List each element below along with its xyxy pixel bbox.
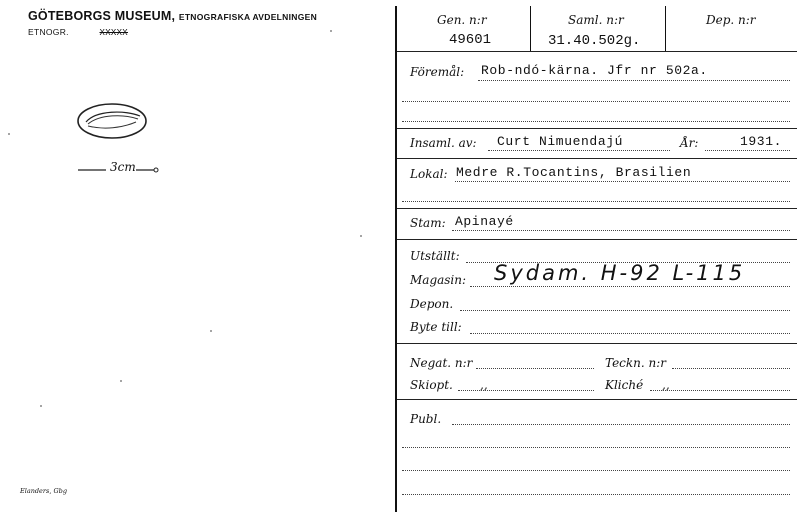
- utstallt-label: Utställt:: [410, 249, 460, 263]
- saml-nr-value: 31.40.502g.: [548, 33, 641, 49]
- dotted-line: [672, 368, 790, 369]
- depon-label: Depon.: [410, 297, 454, 311]
- gen-nr-value: 49601: [449, 32, 492, 48]
- section-rule: [397, 128, 797, 129]
- dotted-line: [402, 121, 790, 122]
- dotted-line: [488, 150, 670, 151]
- object-sketch: [74, 100, 164, 144]
- dotted-line: [476, 368, 594, 369]
- skiopt-value: ,,: [480, 378, 488, 392]
- dotted-line: [402, 201, 790, 202]
- skiopt-label: Skiopt.: [410, 378, 453, 392]
- teckn-label: Teckn. n:r: [605, 356, 667, 370]
- card-left-border: [395, 6, 397, 512]
- gen-nr-label: Gen. n:r: [437, 13, 487, 27]
- etnogr-label: ETNOGR.: [28, 27, 69, 37]
- foremal-label: Föremål:: [410, 65, 465, 79]
- ar-value: 1931.: [740, 134, 783, 149]
- printer-mark: Elanders, Gbg: [20, 487, 67, 495]
- stray-dot: [330, 30, 332, 32]
- section-rule: [397, 343, 797, 344]
- header-bottom-rule: [397, 51, 797, 52]
- section-rule: [397, 208, 797, 209]
- dotted-line: [402, 494, 790, 495]
- publ-label: Publ.: [410, 412, 442, 426]
- dotted-line: [470, 333, 790, 334]
- dotted-line: [455, 181, 790, 182]
- stray-dot: [40, 405, 42, 407]
- department-name: ETNOGRAFISKA AVDELNINGEN: [178, 12, 318, 22]
- dotted-line: [478, 80, 790, 81]
- stray-dot: [210, 330, 212, 332]
- section-rule: [397, 239, 797, 240]
- stray-dot: [360, 235, 362, 237]
- struck-text: XXXXX: [99, 28, 129, 38]
- lokal-value: Medre R.Tocantins, Brasilien: [456, 165, 692, 180]
- dotted-line: [452, 424, 790, 425]
- section-rule: [397, 399, 797, 400]
- dotted-line: [402, 101, 790, 102]
- lokal-label: Lokal:: [410, 167, 448, 181]
- magasin-label: Magasin:: [410, 273, 467, 287]
- dep-nr-label: Dep. n:r: [706, 13, 756, 27]
- section-rule: [397, 158, 797, 159]
- museum-name: [28, 9, 317, 23]
- scale-label: 3cm: [110, 160, 136, 174]
- foremal-value: Rob-ndó-kärna. Jfr nr 502a.: [481, 63, 708, 78]
- dotted-line: [458, 390, 594, 391]
- dotted-line: [470, 286, 790, 287]
- magasin-value: Sydam. H-92 L-115: [494, 261, 746, 285]
- dotted-line: [452, 230, 790, 231]
- stray-dot: [8, 133, 10, 135]
- saml-nr-label: Saml. n:r: [568, 13, 624, 27]
- stray-dot: [120, 380, 122, 382]
- negat-label: Negat. n:r: [410, 356, 473, 370]
- header-divider-1: [530, 6, 531, 51]
- museum-title: GÖTEBORGS MUSEUM,: [28, 9, 176, 23]
- etnogr-line: [28, 27, 128, 38]
- stam-label: Stam:: [410, 216, 446, 230]
- header-divider-2: [665, 6, 666, 51]
- insaml-value: Curt Nimuendajú: [497, 134, 624, 149]
- ar-label: År:: [680, 136, 699, 150]
- dotted-line: [402, 447, 790, 448]
- insaml-label: Insaml. av:: [410, 136, 477, 150]
- kliche-label: Kliché: [605, 378, 644, 392]
- byte-label: Byte till:: [410, 320, 462, 334]
- dotted-line: [705, 150, 790, 151]
- dotted-line: [460, 310, 790, 311]
- kliche-value: ,,: [662, 378, 670, 392]
- dotted-line: [402, 470, 790, 471]
- dotted-line: [650, 390, 790, 391]
- stam-value: Apinayé: [455, 214, 514, 229]
